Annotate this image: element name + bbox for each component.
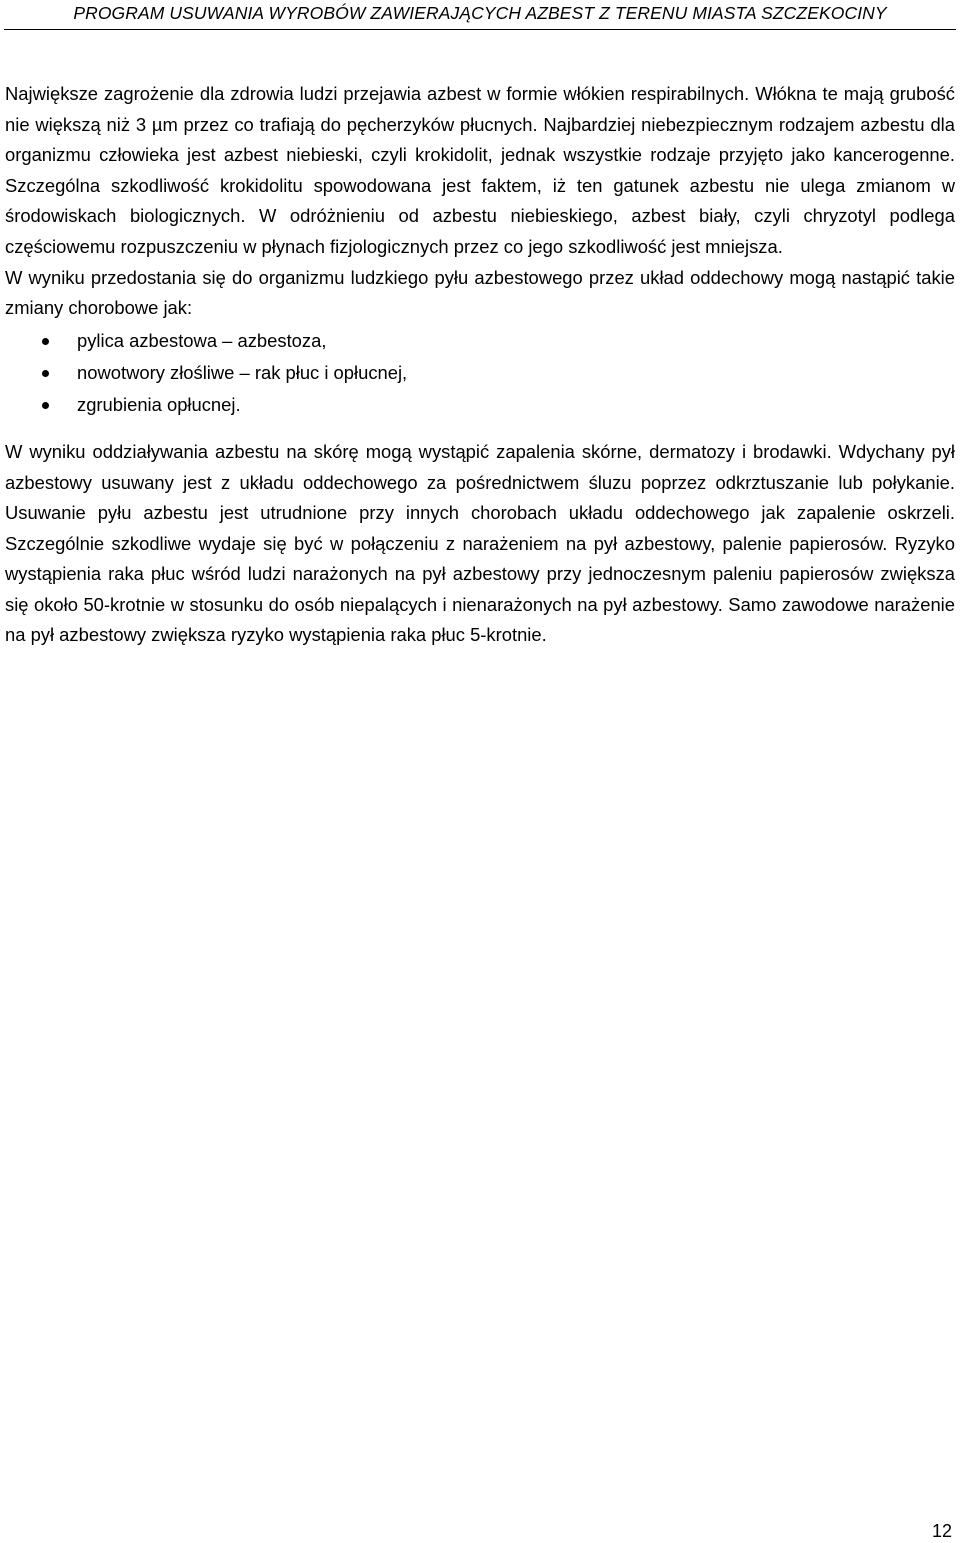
bullet-icon	[42, 370, 49, 377]
list-item-text: nowotwory złośliwe – rak płuc i opłucnej,	[77, 361, 408, 383]
list-item	[5, 358, 955, 389]
page-header	[0, 0, 960, 32]
document-body	[5, 79, 955, 651]
bullet-icon	[42, 402, 49, 409]
paragraph-asbestos-fibers: Największe zagrożenie dla zdrowia ludzi przejawia azbest w formie włókien respirabilnych. Włókna te mają grubość nie większą niż 3 µm przez co trafiają do pęcherzyków płucnych. Najbardziej niebezpiecznym rodzajem azbestu dla organizmu człowieka jest azbest niebieski, czyli krokidolit, jednak wszystkie rodzaje przyjęto jako kancerogenne. Szczególna szkodliwość krokidolitu spowodowana jest faktem, iż ten gatunek azbestu nie ulega zmianom w środowiskach biologicznych. W odróżnieniu od azbestu niebieskiego, azbest biały, czyli chryzotyl podlega częściowemu rozpuszczeniu w płynach fizjologicznych przez co jego szkodliwość jest mniejsza.	[5, 83, 955, 257]
disease-list	[5, 326, 955, 421]
bullet-icon	[42, 338, 49, 345]
list-item	[5, 390, 955, 421]
header-divider	[4, 29, 956, 30]
list-item-text: zgrubienia opłucnej.	[77, 394, 241, 416]
page-number: 12	[931, 1521, 952, 1541]
paragraph-skin-and-smoking: W wyniku oddziaływania azbestu na skórę mogą wystąpić zapalenia skórne, dermatozy i brodawki. Wdychany pył azbestowy usuwany jest z układu oddechowego za pośrednictwem śluzu poprzez odkrztuszanie lub połykanie. Usuwanie pyłu azbestu jest utrudnione przy innych chorobach układu oddechowego jak zapalenie oskrzeli. Szczególnie szkodliwe wydaje się być w połączeniu z narażeniem na pył azbestowy, palenie papierosów. Ryzyko wystąpienia raka płuc wśród ludzi narażonych na pył azbestowy przy jednoczesnym paleniu papierosów zwiększa się około 50-krotnie w stosunku do osób niepalących i nienarażonych na pył azbestowy. Samo zawodowe narażenie na pył azbestowy zwiększa ryzyko wystąpienia raka płuc 5-krotnie.	[5, 440, 955, 646]
paragraph-respiratory-diseases: W wyniku przedostania się do organizmu ludzkiego pyłu azbestowego przez układ oddechowy mogą nastąpić takie zmiany chorobowe jak:	[5, 266, 955, 319]
document-title: PROGRAM USUWANIA WYROBÓW ZAWIERAJĄCYCH AZBEST Z TERENU MIASTA SZCZEKOCINY	[73, 3, 887, 23]
list-item	[5, 326, 955, 357]
list-item-text: pylica azbestowa – azbestoza,	[77, 329, 327, 351]
